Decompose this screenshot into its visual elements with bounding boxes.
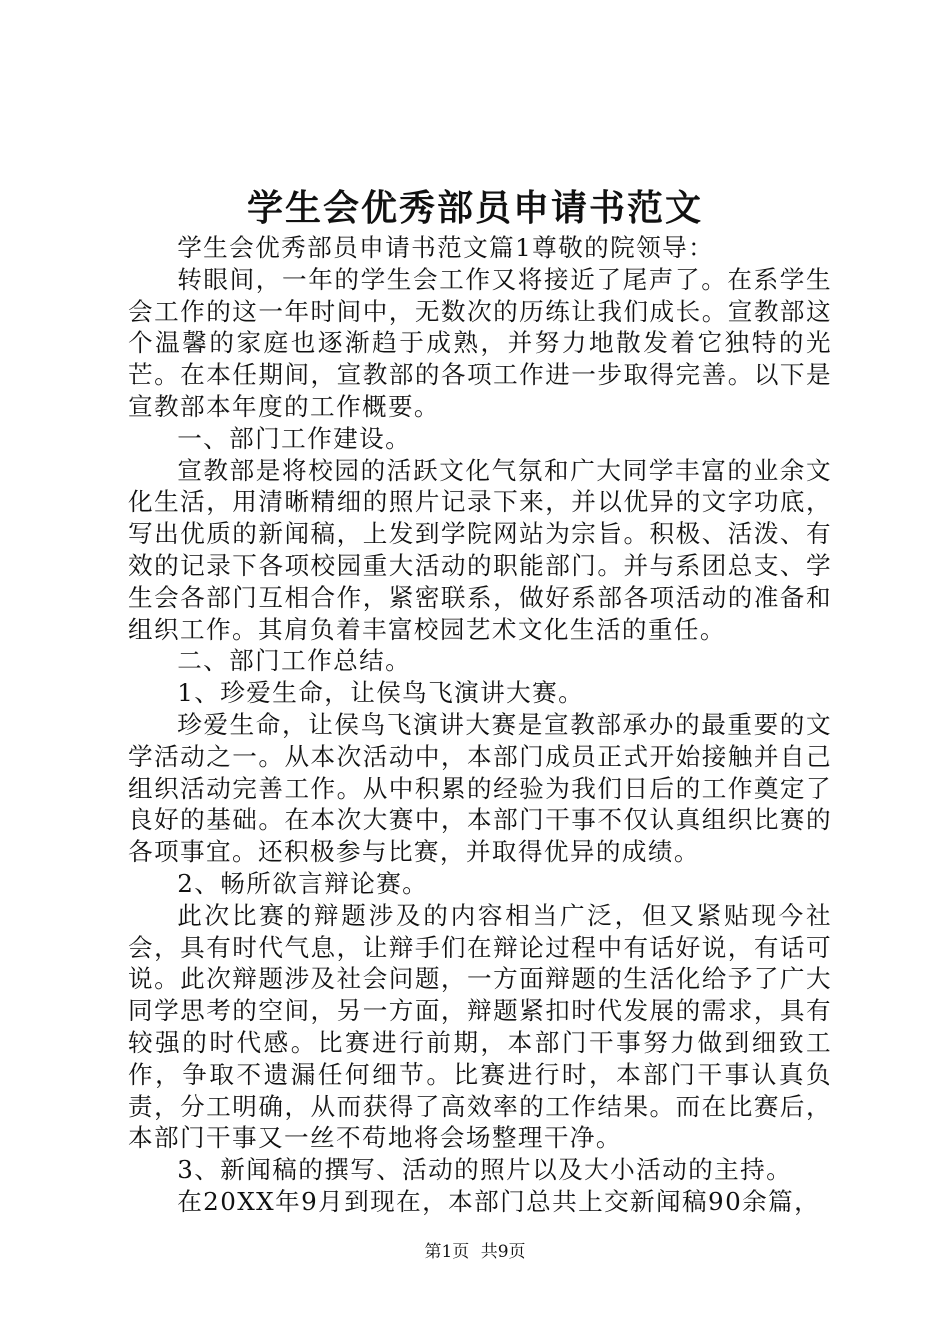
- paragraph-greeting: 学生会优秀部员申请书范文篇1尊敬的院领导：: [177, 233, 715, 262]
- paragraph-department-role: 宣教部是将校园的活跃文化气氛和广大同学丰富的业余文化生活，用清晰精细的照片记录下来，并以优异的文字功底，写出优质的新闻稿，上发到学院网站为宗旨。积极、活泼、有效的记录下各项校园重大活动的职能部门。并与系团总支、学生会各部门互相合作，紧密联系，做好系部各项活动的准备和组织工作。其肩负着丰富校园艺术文化生活的重任。: [128, 455, 832, 644]
- paragraph-news-writing: 在20XX年9月到现在，本部门总共上交新闻稿90余篇，: [177, 1186, 821, 1216]
- page-footer: 第1页 共9页: [424, 1242, 526, 1262]
- paragraph-debate-contest: 此次比赛的辩题涉及的内容相当广泛，但又紧贴现今社会，具有时代气息，让辩手们在辩论过程中有话好说，有话可说。此次辩题涉及社会问题，一方面辩题的生活化给予了广大同学思考的空间，另一方面，辩题紧扣时代发展的需求，具有较强的时代感。比赛进行前期，本部门干事努力做到细致工作，争取不遗漏任何细节。比赛进行时，本部门干事认真负责，分工明确，从而获得了高效率的工作结果。而在比赛后，本部门干事又一丝不苟地将会场整理干净。: [128, 900, 832, 1153]
- document-title: 学生会优秀部员申请书范文: [246, 187, 703, 229]
- heading-work-summary: 二、部门工作总结。: [177, 646, 412, 676]
- document-body: [128, 232, 832, 1218]
- heading-speech-contest: 1、珍爱生命，让侯鸟飞演讲大赛。: [177, 678, 585, 708]
- heading-news-writing: 3、新闻稿的撰写、活动的照片以及大小活动的主持。: [177, 1155, 793, 1185]
- paragraph-intro: 转眼间，一年的学生会工作又将接近了尾声了。在系学生会工作的这一年时间中，无数次的历练让我们成长。宣教部这个温馨的家庭也逐渐趋于成熟，并努力地散发着它独特的光芒。在本任期间，宣教部的各项工作进一步取得完善。以下是宣教部本年度的工作概要。: [128, 264, 832, 421]
- heading-department-building: 一、部门工作建设。: [177, 423, 412, 453]
- heading-debate-contest: 2、畅所欲言辩论赛。: [177, 868, 429, 898]
- paragraph-speech-contest: 珍爱生命，让侯鸟飞演讲大赛是宣教部承办的最重要的文学活动之一。从本次活动中，本部门成员正式开始接触并自己组织活动完善工作。从中积累的经验为我们日后的工作奠定了良好的基础。在本次大赛中，本部门干事不仅认真组织比赛的各项事宜。还积极参与比赛，并取得优异的成绩。: [128, 709, 832, 867]
